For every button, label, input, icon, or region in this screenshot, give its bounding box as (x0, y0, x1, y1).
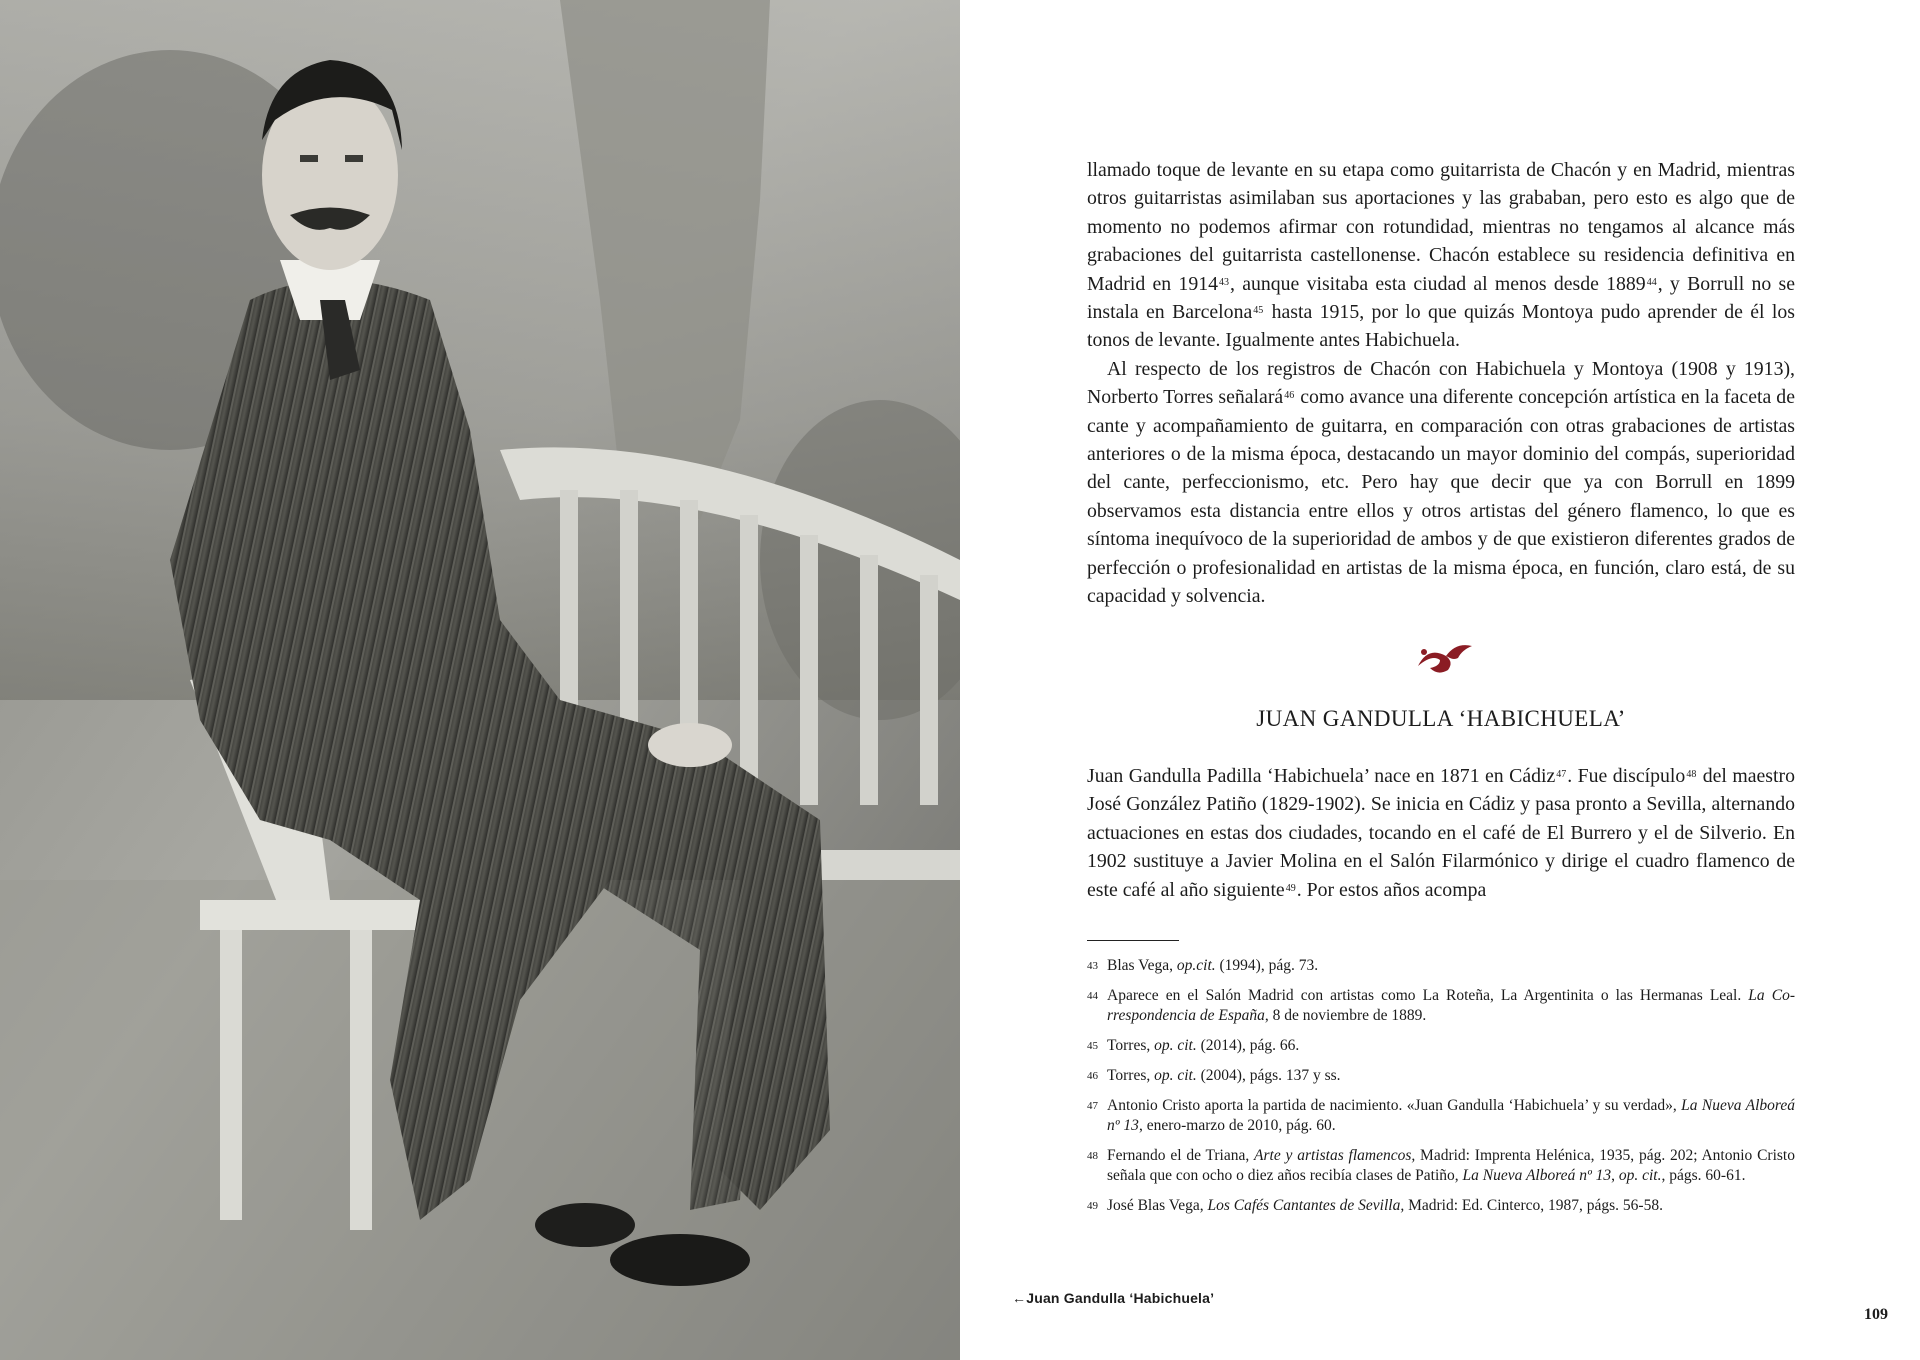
text-run: hasta 1915, por lo que quizás Montoya pudo aprender de él los tonos de levante. Igualmente antes Habichuela. (1087, 301, 1795, 352)
running-head (1012, 1290, 1214, 1306)
footnote-italic-run: La Correspondencia de España (1107, 987, 1795, 1024)
fleuron-ornament-icon (1410, 636, 1480, 676)
footnote-text (1107, 986, 1795, 1026)
footnote-49 (1087, 1196, 1795, 1216)
text-run: Juan Gandulla Padilla ‘Habichuela’ nace en 1871 en Cádiz (1087, 765, 1556, 787)
footnote-run: (2004), págs. 137 y ss. (1196, 1067, 1341, 1084)
footnote-run: Antonio Cristo aporta la partida de nacimiento. «Juan Gandulla ‘Habichuela’ y su verdad», (1107, 1097, 1682, 1114)
section-heading: JUAN GANDULLA ‘HABICHUELA’ (1256, 706, 1626, 731)
footnote-number: 49 (1087, 1200, 1098, 1212)
footnote-italic-run: op.cit. (1176, 957, 1216, 974)
footnote-separator (1087, 940, 1179, 941)
footnote-run: (1994), pág. 73. (1215, 957, 1319, 974)
footnote-run: , págs. 60-61. (1661, 1167, 1746, 1184)
footnote-number: 44 (1087, 990, 1098, 1002)
footnote-44 (1087, 986, 1795, 1026)
footnote-ref-45[interactable]: 45 (1253, 305, 1264, 317)
text-run: como avance una diferente concepción artística en la faceta de cante y acompañamiento de guitarra, en comparación con otras grabaciones de artistas anteriores o de la misma época, destacando un mayor dominio del compás, superioridad del cante, perfeccionismo, etc. Pero hay que decir que ya con Borrull en 1899 observamos esta distancia entre ellos y otros artistas del género flamenco, lo que es síntoma inequívoco de la superioridad de ambos y de que existieron diferentes grados de perfección o profesionalidad en artistas de la misma época, en función, claro está, de su capacidad y solvencia. (1087, 386, 1795, 608)
footnote-run: Fernando el de Triana, (1107, 1147, 1255, 1164)
footnote-46 (1087, 1066, 1795, 1086)
footnote-run: Aparece en el Salón Madrid con artistas como La Roteña, La Argentinita o las Hermanas Leal. (1107, 987, 1749, 1004)
footnote-text (1107, 1096, 1795, 1136)
text-run: , y Borrull no se instala en Barcelona (1087, 272, 1795, 324)
footnote-run: (2014), pág. 66. (1196, 1037, 1300, 1054)
footnote-text (1107, 1066, 1795, 1086)
footnote-run: Blas Vega, (1107, 957, 1177, 974)
running-head-title: Juan Gandulla ‘Habichuela’ (1026, 1290, 1215, 1306)
footnote-ref-43[interactable]: 43 (1219, 276, 1229, 288)
footnote-run: José Blas Vega, (1107, 1197, 1208, 1214)
footnote-48 (1087, 1146, 1795, 1186)
paragraph-2 (1087, 355, 1795, 611)
footnote-italic-run: Los Cafés Cantantes de Sevilla, (1207, 1197, 1405, 1214)
footnote-text (1107, 956, 1795, 976)
footnote-run: , (1611, 1167, 1619, 1184)
back-arrow-icon[interactable]: ← (1012, 1290, 1027, 1306)
body-paragraphs-top (1087, 156, 1795, 611)
footnote-number: 47 (1087, 1100, 1098, 1112)
footnote-text (1107, 1146, 1795, 1186)
footnote-italic-run: op. cit. (1618, 1167, 1662, 1184)
footnote-run: Torres, (1107, 1037, 1155, 1054)
footnote-text (1107, 1196, 1795, 1216)
footnote-47 (1087, 1096, 1795, 1136)
footnote-italic-run: La Nueva Alboreá nº 13 (1462, 1167, 1612, 1184)
text-page (960, 0, 1920, 1360)
footnote-number: 48 (1087, 1150, 1098, 1162)
footnote-run: Madrid: Imprenta Helénica, 1935, pág. 202; Antonio Cristo señala que con ocho o diez años recibía clases de Patiño, (1107, 1147, 1795, 1184)
footnote-italic-run: op. cit. (1154, 1067, 1197, 1084)
text-run: . Por estos años acompa (1296, 878, 1487, 901)
text-run: Al respecto de los registros de Chacón con Habichuela y Montoya (1908 y 1913), Norberto Torres señalará (1087, 357, 1795, 409)
text-run: llamado toque de levante en su etapa como guitarrista de Chacón y en Madrid, mientras otros guitarristas asimilaban sus aportaciones y las grababan, pero esto es algo que de momento no podemos afirmar con rotundidad, mientras no tengamos al alcance más grabaciones del guitarrista castellonense. Chacón establece su residencia definitiva en Madrid en 1914 (1087, 159, 1795, 295)
footnote-italic-run: op. cit. (1154, 1037, 1197, 1054)
footnote-ref-44[interactable]: 44 (1646, 276, 1657, 288)
footnote-ref-49[interactable]: 49 (1285, 882, 1296, 894)
page-number: 109 (1864, 1306, 1888, 1323)
footnote-45 (1087, 1036, 1795, 1056)
paragraph-1 (1087, 156, 1795, 355)
footnote-run: , enero-marzo de 2010, pág. 60. (1138, 1117, 1336, 1134)
text-run: , aunque visitaba esta ciudad al menos desde 1889 (1230, 272, 1646, 295)
text-run: del maestro José González Patiño (1829-1902). Se inicia en Cádiz y pasa pronto a Sevilla, alternando actuaciones en estas dos ciudades, tocando en el café de El Burrero y el de Silverio. En 1902 sustituye a Javier Molina en el Salón Filarmónico y dirige el cuadro flamenco de este café al año siguiente (1087, 765, 1795, 901)
footnote-number: 43 (1087, 960, 1098, 972)
footnote-text (1107, 1036, 1795, 1056)
section-paragraph (1087, 762, 1795, 904)
footnote-italic-run: La Nueva Alboreá nº 13 (1107, 1097, 1795, 1134)
footnote-ref-46[interactable]: 46 (1284, 390, 1295, 402)
paragraph-3 (1087, 762, 1795, 904)
footnote-number: 46 (1087, 1070, 1098, 1082)
footnote-run: Torres, (1107, 1067, 1155, 1084)
footnote-run: Madrid: Ed. Cinterco, 1987, págs. 56-58. (1404, 1197, 1663, 1214)
text-run: . Fue discípulo (1567, 765, 1686, 787)
footnote-43 (1087, 956, 1795, 976)
footnotes-list (1087, 956, 1795, 1226)
footnote-ref-47[interactable]: 47 (1556, 769, 1567, 780)
footnote-ref-48[interactable]: 48 (1686, 769, 1697, 780)
footnote-italic-run: Arte y artistas flamencos, (1254, 1147, 1416, 1164)
footnote-run: , 8 de noviembre de 1889. (1264, 1007, 1427, 1024)
footnote-number: 45 (1087, 1040, 1098, 1052)
